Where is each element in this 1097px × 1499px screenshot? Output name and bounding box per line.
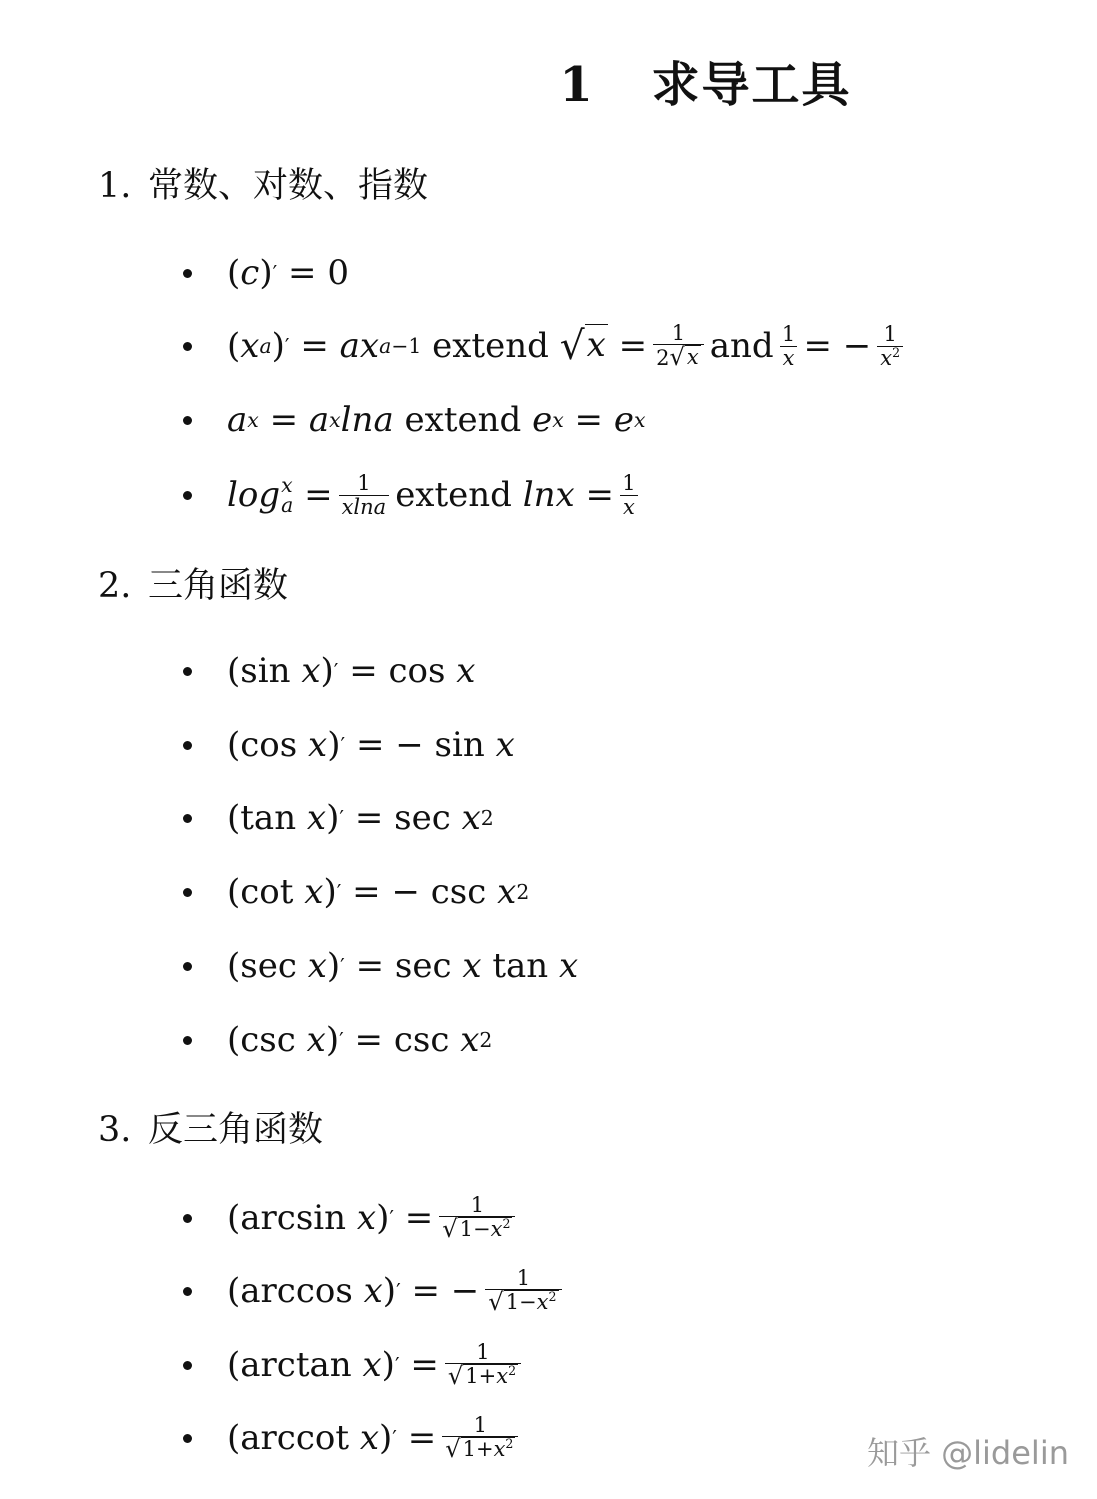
formula-constant: ( c ) ′ = 0 — [227, 253, 349, 293]
bullet-icon — [183, 741, 192, 750]
bullet-icon — [183, 1214, 192, 1223]
bullet-icon — [183, 1434, 192, 1443]
bullet-icon — [183, 814, 192, 823]
formula-power: ( x a ) ′ = ax a−1 extend √ x = 1 2 √ x and $\frac{1}{x}$ = − $\frac{1}{x^2}$ — [227, 322, 909, 370]
list-item — [183, 316, 909, 376]
formula-cot: ( cot x ) ′ = − csc x 2 — [227, 872, 530, 912]
word-extend: extend — [404, 400, 522, 440]
bullet-icon — [183, 1361, 192, 1370]
section-heading-2 — [98, 558, 288, 608]
list-item — [183, 465, 644, 525]
formula-exponential: a x = a x lna extend e x = e x — [227, 400, 646, 440]
section-title: 反三角函数 — [148, 1110, 324, 1150]
list-item — [183, 1261, 568, 1321]
list-item — [183, 862, 529, 922]
section-number: 3. — [98, 1110, 132, 1150]
bullet-icon — [183, 491, 192, 500]
bullet-icon — [183, 667, 192, 676]
watermark: 知乎 @lidelin — [866, 1434, 1069, 1472]
list-item — [183, 936, 578, 996]
section-heading-3 — [98, 1102, 323, 1152]
section-number: 1. — [98, 166, 132, 206]
list-item — [183, 243, 349, 303]
list-item — [183, 1335, 527, 1395]
formula-cos: ( cos x ) ′ = − sin x — [227, 725, 515, 765]
list-item — [183, 1408, 524, 1468]
formula-logarithm: log x a = $\frac{1}{xlna}$ extend lnx = $\frac{1}{x}$ — [227, 472, 644, 517]
list-item — [183, 1010, 492, 1070]
formula-sin: ( sin x ) ′ = cos x — [227, 651, 476, 691]
bullet-icon — [183, 1287, 192, 1296]
list-item — [183, 788, 494, 848]
title-text: 求导工具 — [651, 57, 852, 113]
section-heading-1 — [98, 158, 428, 208]
word-and: and — [709, 326, 774, 366]
bullet-icon — [183, 416, 192, 425]
formula-arcsin: ( arcsin x ) ′ = 1 √ $1-x^2$ — [227, 1194, 521, 1242]
list-item — [183, 1188, 521, 1248]
list-item — [183, 715, 515, 775]
section-number: 2. — [98, 566, 132, 606]
list-item — [183, 641, 475, 701]
formula-arccos: ( arccos x ) ′ = − 1 √ $1-x^2$ — [227, 1267, 568, 1315]
title-number: 1 — [559, 57, 595, 113]
list-item — [183, 390, 645, 450]
formula-tan: ( tan x ) ′ = sec x 2 — [227, 798, 494, 838]
bullet-icon — [183, 962, 192, 971]
bullet-icon — [183, 269, 192, 278]
formula-arctan: ( arctan x ) ′ = 1 √ $1+x^2$ — [227, 1341, 527, 1389]
page-title — [0, 46, 1097, 115]
formula-arccot: ( arccot x ) ′ = 1 √ $1+x^2$ — [227, 1414, 524, 1462]
bullet-icon — [183, 888, 192, 897]
section-title: 三角函数 — [148, 566, 289, 606]
section-title: 常数、对数、指数 — [148, 166, 429, 206]
word-extend: extend — [432, 326, 549, 366]
word-extend: extend — [395, 475, 512, 515]
formula-csc: ( csc x ) ′ = csc x 2 — [227, 1020, 493, 1060]
bullet-icon — [183, 1036, 192, 1045]
bullet-icon — [183, 342, 192, 351]
formula-sec: ( sec x ) ′ = sec x tan x — [227, 946, 579, 986]
